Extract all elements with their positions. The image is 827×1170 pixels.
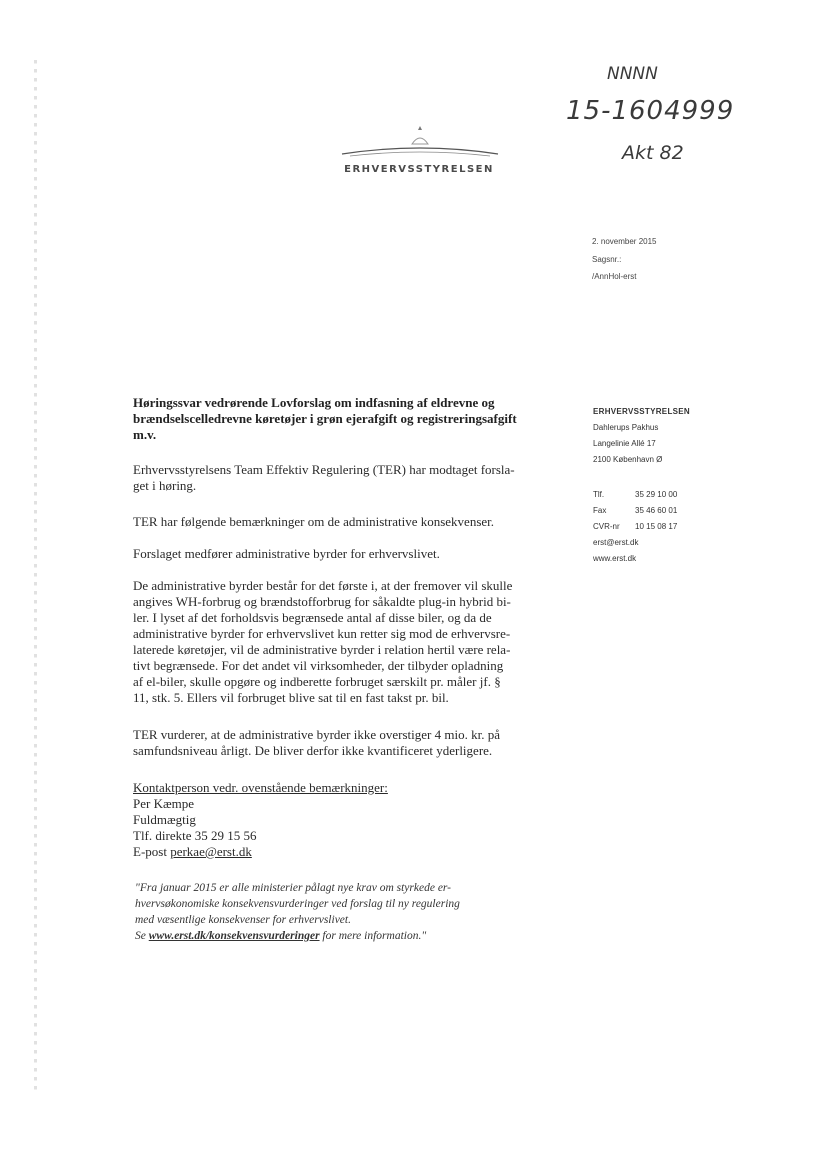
contact-person-block: [133, 780, 573, 860]
sender-contacts: [593, 487, 723, 567]
letterhead-organisation: ERHVERVSSTYRELSEN: [344, 164, 494, 175]
contact-row-phone: Tlf. 35 29 10 00: [593, 490, 678, 499]
contact-name: Per Kæmpe: [133, 796, 195, 811]
paragraph-5: TER vurderer, at de administrative byrder ikke overstiger 4 mio. kr. på samfundsniveau årligt. De bliver derfor ikke kvantificeret yderligere.: [133, 727, 500, 758]
letter-date: 2. november 2015: [592, 237, 657, 246]
contact-phone: Tlf. direkte 35 29 15 56: [133, 828, 257, 843]
initials: /AnnHol-erst: [592, 272, 637, 281]
konsekvens-link[interactable]: www.erst.dk/konsekvensvurderinger: [148, 930, 320, 942]
handwritten-ref: Akt 82: [622, 142, 684, 164]
crown-logo-icon: [340, 124, 500, 164]
letterhead-logo: [340, 124, 500, 164]
contact-row-cvr: CVR-nr 10 15 08 17: [593, 522, 678, 531]
letter-title: Høringssvar vedrørende Lovforslag om indfasning af eldrevne og brændselscelledrevne køretøjer i grøn ejerafgift og registreringsafgift m.v.: [133, 395, 517, 442]
sender-block: [593, 404, 723, 468]
sender-web: www.erst.dk: [593, 554, 637, 563]
sender-address-1: Dahlerups Pakhus: [593, 423, 659, 432]
case-number-label: Sagsnr.:: [592, 255, 622, 264]
sender-address-2: Langelinie Allé 17: [593, 439, 656, 448]
footnote: "Fra januar 2015 er alle ministerier pålagt nye krav om styrkede er- hvervsøkonomiske konsekvensvurderinger ved forslag til ny regulering med væsentlige konsekvenser for erhvervslivet. Se www.erst.dk/konsekvensvurderinger for mere information.": [135, 880, 575, 944]
footnote-link-line: Se www.erst.dk/konsekvensvurderinger for mere information.": [135, 930, 427, 942]
sender-address-3: 2100 København Ø: [593, 455, 663, 464]
contact-heading: Kontaktperson vedr. ovenstående bemærkninger:: [133, 780, 388, 795]
contact-row-fax: Fax 35 46 60 01: [593, 506, 678, 515]
contact-title: Fuldmægtig: [133, 812, 196, 827]
paragraph-3: Forslaget medfører administrative byrder for erhvervslivet.: [133, 546, 440, 561]
sender-name: ERHVERVSSTYRELSEN: [593, 407, 690, 416]
paragraph-2: TER har følgende bemærkninger om de administrative konsekvenser.: [133, 514, 495, 529]
contact-email-line: E-post perkae@erst.dk: [133, 844, 252, 859]
handwritten-mark: NNNN: [607, 64, 658, 84]
paragraph-1: Erhvervsstyrelsens Team Effektiv Regulering (TER) har modtaget forsla- get i høring.: [133, 462, 515, 493]
contact-email-link[interactable]: perkae@erst.dk: [170, 844, 252, 859]
scan-edge-artifact: [34, 60, 37, 1090]
handwritten-case-number: 15-1604999: [566, 96, 735, 126]
paragraph-4: De administrative byrder består for det første i, at der fremover vil skulle angives WH-forbrug og brændstofforbrug for såkaldte plug-in hybrid bi- ler. I lyset af det forholdsvis begrænsede antal af disse biler, og da de administrative byrder for erhvervslivet kun retter sig mod de erhvervsre- laterede køretøjer, vil de administrative byrder i relation hertil være rela- tivt begrænsede. For det andet vil virksomheder, der tilbyder opladning af el-biler, skulle opgøre og indberette forbruget særskilt pr. måler jf. § 11, stk. 5. Ellers vil forbruget blive sat til en fast takst pr. bil.: [133, 578, 513, 705]
sender-email: erst@erst.dk: [593, 538, 639, 547]
